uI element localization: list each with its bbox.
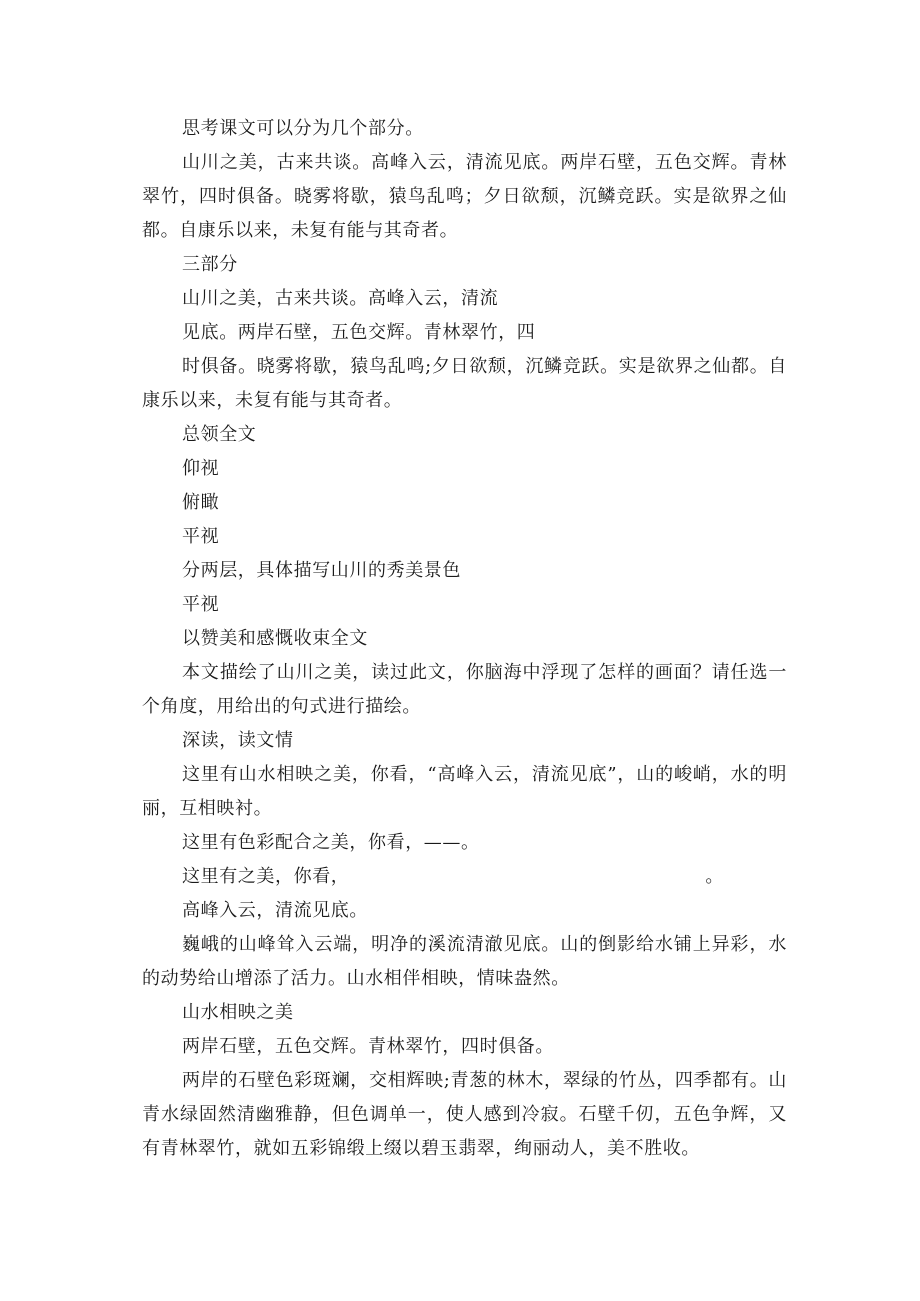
note-look-up: 仰视 <box>182 458 220 479</box>
note-look-down: 俯瞰 <box>182 492 220 513</box>
passage-line-3: 时俱备。晓雾将歇，猿鸟乱鸣;夕日欲颓，沉鳞竞跃。实是欲界之仙都。自康乐以来，未复有能与其奇者。 <box>142 356 787 411</box>
explain-peaks: 巍峨的山峰耸入云端，明净的溪流清澈见底。山的倒影给水铺上异彩，水的动势给山增添了活力。山水相伴相映，情味盎然。 <box>142 934 787 989</box>
example-mountain-water: 这里有山水相映之美，你看，“高峰入云，清流见底”，山的峻峭，水的明丽，互相映衬。 <box>142 764 787 819</box>
note-conclusion: 以赞美和感慨收束全文 <box>182 628 368 649</box>
question-parts: 思考课文可以分为几个部分。 <box>182 118 424 139</box>
explain-cliffs: 两岸的石壁色彩斑斓，交相辉映;青葱的林木，翠绿的竹丛，四季都有。山青水绿固然清幽雅静，但色调单一，使人感到冷寂。石壁千仞，五色争辉，又有青林翠竹，就如五彩锦缎上缀以碧玉翡翠，绚丽动人，美不胜收。 <box>142 1070 787 1159</box>
fill-in-prefix: 这里有之美，你看， <box>182 866 350 887</box>
note-level-view-2: 平视 <box>182 594 220 615</box>
question-describe: 本文描绘了山川之美，读过此文，你脑海中浮现了怎样的画面？请任选一个角度，用给出的句式进行描绘。 <box>142 662 787 717</box>
passage-full: 山川之美，古来共谈。高峰入云，清流见底。两岸石壁，五色交辉。青林翠竹，四时俱备。晓雾将歇，猿鸟乱鸣；夕日欲颓，沉鳞竞跃。实是欲界之仙都。自康乐以来，未复有能与其奇者。 <box>142 152 787 241</box>
note-two-layers: 分两层，具体描写山川的秀美景色 <box>182 560 461 581</box>
fill-in-line <box>142 860 787 894</box>
section-heading-deep-read: 深读，读文情 <box>182 730 294 751</box>
passage-line-1: 山川之美，古来共谈。高峰入云，清流 <box>182 288 499 309</box>
answer-three-parts: 三部分 <box>182 254 238 275</box>
quote-peaks: 高峰入云，清流见底。 <box>182 900 368 921</box>
passage-line-2: 见底。两岸石壁，五色交辉。青林翠竹，四 <box>182 322 536 343</box>
fill-in-suffix: 。 <box>705 866 725 887</box>
note-overview: 总领全文 <box>182 424 257 445</box>
note-level-view-1: 平视 <box>182 526 220 547</box>
example-color: 这里有色彩配合之美，你看，——。 <box>182 832 480 853</box>
label-mountain-water-beauty: 山水相映之美 <box>182 1002 294 1023</box>
quote-cliffs: 两岸石壁，五色交辉。青林翠竹，四时俱备。 <box>182 1036 554 1057</box>
document-body <box>142 112 787 1166</box>
